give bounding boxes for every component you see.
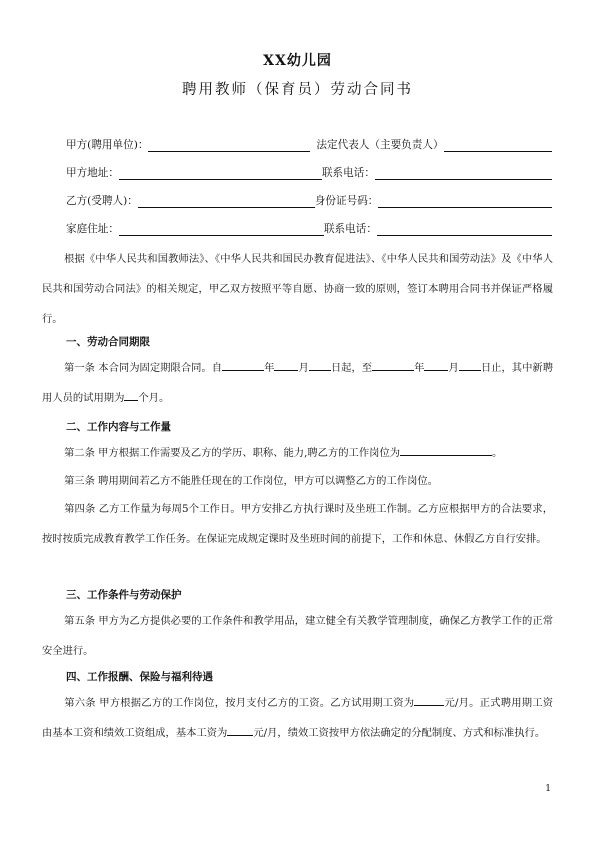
party-a-blank[interactable] xyxy=(148,140,310,152)
party-a-address-blank[interactable] xyxy=(119,168,322,180)
contact-phone-label-2: 联系电话： xyxy=(323,223,377,235)
probation-salary-blank[interactable] xyxy=(414,695,444,706)
job-position-blank[interactable] xyxy=(400,445,492,456)
start-year-blank[interactable] xyxy=(222,360,264,371)
contact-phone-label-1: 联系电话： xyxy=(321,167,375,179)
contact-phone-blank-2[interactable] xyxy=(377,224,552,236)
party-b-row xyxy=(66,194,552,208)
end-month-blank[interactable] xyxy=(424,360,448,371)
page-number: 1 xyxy=(545,784,551,794)
party-a-row xyxy=(66,138,552,152)
probation-months-blank[interactable] xyxy=(124,390,138,401)
legal-rep-blank[interactable] xyxy=(444,140,552,152)
base-salary-blank[interactable] xyxy=(227,725,253,736)
home-address-row xyxy=(66,222,552,236)
legal-rep-label: 法定代表人（主要负责人） xyxy=(316,139,444,151)
kindergarten-name: XX幼儿园 xyxy=(263,53,332,69)
article-3: 第三条 聘用期间若乙方不能胜任现在的工作岗位，甲方可以调整乙方的工作岗位。 xyxy=(64,475,438,487)
article-2: 第二条 甲方根据工作需要及乙方的学历、职称、能力,聘乙方的工作岗位为 。 xyxy=(64,447,503,459)
end-year-blank[interactable] xyxy=(372,360,414,371)
section-heading-work-content: 二、工作内容与工作量 xyxy=(66,421,171,433)
id-number-label: 身份证号码： xyxy=(314,195,379,207)
end-day-blank[interactable] xyxy=(459,360,481,371)
intro-text: 根据《中华人民共和国教师法》、《中华人民共和国民办教育促进法》、《中华人民共和国劳动法》及《中华人民共和国劳动合同法》的相关规定，甲乙双方按照平等自愿、协商一致的原则，签订本聘用合同书并保证严格履行。 xyxy=(42,253,553,325)
start-month-blank[interactable] xyxy=(274,360,298,371)
start-day-blank[interactable] xyxy=(309,360,331,371)
intro-paragraph xyxy=(42,244,553,334)
article-1: 第一条 本合同为固定期限合同。自 年 月 日起，至 年 月 日止，其中新聘用人员的试用期为 个月。 xyxy=(42,362,554,404)
article-6: 第六条 甲方根据乙方的工作岗位，按月支付乙方的工资。乙方试用期工资为 元/月。正式聘用期工资由基本工资和绩效工资组成，基本工资为 元/月，绩效工资按甲方依法确定的分配制度、方式和标准执行。 xyxy=(42,697,554,739)
document-title: 聘用教师（保育员）劳动合同书 xyxy=(182,82,413,98)
article-5: 第五条 甲方为乙方提供必要的工作条件和教学用品，建立健全有关教学管理制度，确保乙方教学工作的正常安全进行。 xyxy=(42,615,553,657)
party-a-label: 甲方(聘用单位)： xyxy=(66,139,149,151)
section-heading-compensation: 四、工作报酬、保险与福利待遇 xyxy=(66,671,213,683)
section-heading-conditions: 三、工作条件与劳动保护 xyxy=(66,589,182,601)
section-heading-term: 一、劳动合同期限 xyxy=(66,336,150,348)
home-address-blank[interactable] xyxy=(119,224,324,236)
id-number-blank[interactable] xyxy=(378,196,552,208)
party-a-address-label: 甲方地址： xyxy=(66,167,119,179)
party-a-address-row xyxy=(66,166,552,180)
party-b-blank[interactable] xyxy=(138,196,315,208)
contact-phone-blank-1[interactable] xyxy=(375,168,552,180)
party-b-label: 乙方(受聘人)： xyxy=(66,195,138,207)
article-4: 第四条 乙方工作量为每周5个工作日。甲方安排乙方执行课时及坐班工作制。乙方应根据甲方的合法要求，按时按质完成教育教学工作任务。在保证完成规定课时及坐班时间的前提下，工作和休息、休假乙方自行安排。 xyxy=(42,503,553,545)
home-address-label: 家庭住址： xyxy=(66,223,119,235)
